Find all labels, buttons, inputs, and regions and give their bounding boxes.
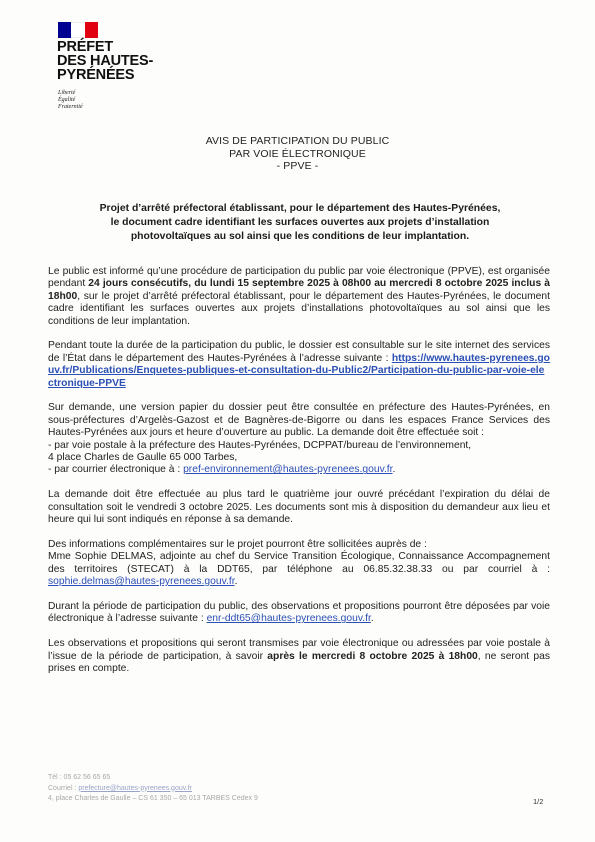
logo-title-line: DES HAUTES- — [57, 53, 154, 69]
footer-email-link[interactable]: prefecture@hautes-pyrenees.gouv.fr — [78, 784, 192, 792]
text: Durant la période de participation du public, des observations et propositions pourront être déposées par voie électronique à l’adresse suivante : — [48, 600, 550, 625]
text: , sur le projet d’arrêté préfectoral établissant, pour le département des Hautes-Pyrénées, le document cadre identifiant les surfaces ouvertes aux projets d’installations photovoltaïques au sol ainsi que les conditions de leur implantation. — [48, 290, 550, 327]
project-subject — [80, 202, 520, 244]
text: Pendant toute la durée de la participation du public, le dossier est consultable sur le site internet des services de l’État dans le département des Hautes-Pyrénées à l’adresse suivante : — [48, 340, 550, 364]
text: Sur demande, une version papier du dossier peut être consultée en préfecture des Hautes-Pyrénées, en sous-préfectures d’Argelès-Gazost et de Bagnères-de-Bigorre ou dans les espaces France Services des Hautes-Pyrénées aux jours et heure d’ouverture au public. La demande doit être effectuée soit : — [48, 402, 550, 439]
logo-title-line: PYRÉNÉES — [57, 67, 135, 83]
notice-body — [48, 266, 550, 688]
motto-line: Fraternité — [58, 104, 83, 110]
text: . — [370, 613, 374, 625]
text: . — [392, 464, 396, 476]
flag-white-band — [71, 22, 84, 38]
text: Le public est informé qu’une procédure de participation du public par voie électronique (PPVE), est organisée pendant — [48, 266, 550, 290]
notice-heading — [0, 135, 595, 173]
paragraph-contact — [48, 539, 550, 589]
footer-email-row — [48, 784, 258, 795]
motto-line: Égalité — [58, 97, 76, 103]
paragraph-paper-version — [48, 402, 550, 476]
subject-line: photovoltaïques au sol ainsi que les conditions de leur implantation. — [130, 231, 470, 242]
footer-email-label: Courriel : — [48, 784, 79, 792]
environment-email-link[interactable]: pref-environnement@hautes-pyrenees.gouv.fr — [183, 464, 393, 476]
paragraph-deadline: La demande doit être effectuée au plus tard le quatrième jour ouvré précédant l’expiration du délai de consultation soit le vendredi 3 octobre 2025. Les documents sont mis à disposition du demandeur aux lieu et heure qui lui sont indiqués en réponse à sa demande. — [48, 489, 550, 526]
consultation-period: 24 jours consécutifs, du lundi 15 septembre 2025 à 08h00 au mercredi 8 octobre 2025 inclus à 18h00 — [48, 278, 550, 302]
heading-line: PAR VOIE ÉLECTRONIQUE — [229, 147, 366, 160]
text: Des informations complémentaires sur le projet pourront être sollicitées auprès de : — [48, 538, 427, 550]
text: . — [234, 576, 238, 588]
flag-red-band — [85, 22, 98, 38]
heading-line: - PPVE - — [276, 160, 319, 172]
contact-email-link[interactable]: sophie.delmas@hautes-pyrenees.gouv.fr — [48, 576, 235, 588]
footer-phone: Tél : 05 62 56 65 65 — [48, 774, 111, 781]
paragraph-procedure — [48, 266, 550, 328]
logo-title-line: PRÉFET — [57, 39, 113, 55]
text: Mme Sophie DELMAS, adjointe au chef du Service Transition Écologique, Connaissance Accompagnement des territoires (STECAT) à la DDT65, par téléphone au 06.85.32.38.33 ou par courriel à : — [48, 551, 550, 575]
observations-email-link[interactable]: enr-ddt65@hautes-pyrenees.gouv.fr — [206, 613, 371, 625]
prefecture-logo-title — [57, 40, 153, 82]
dossier-url-link[interactable]: https://www.hautes-pyrenees.gouv.fr/Publications/Enquetes-publiques-et-consultation-du-Public2/Participation-du-public-par-voie-electronique-PPVE — [48, 352, 550, 389]
page-number: 1/2 — [533, 797, 544, 806]
subject-line: le document cadre identifiant les surfaces ouvertes aux projets d’installation — [110, 217, 490, 228]
republic-motto — [58, 90, 83, 111]
flag-blue-band — [58, 22, 71, 38]
text: 4 place Charles de Gaulle 65 000 Tarbes, — [48, 452, 238, 464]
subject-line: Projet d’arrêté préfectoral établissant, pour le département des Hautes-Pyrénées, — [99, 203, 501, 214]
paragraph-dossier — [48, 340, 550, 390]
paragraph-late-submissions — [48, 638, 550, 675]
page-footer — [48, 773, 258, 805]
text: , ne seront pas prises en compte. — [48, 650, 550, 674]
text: - par courrier électronique à : — [48, 464, 184, 476]
text: - par voie postale à la préfecture des Hautes-Pyrénées, DCPPAT/bureau de l’environnement, — [48, 439, 472, 451]
closing-date: après le mercredi 8 octobre 2025 à 18h00 — [267, 650, 478, 662]
marianne-flag-icon — [58, 22, 98, 38]
motto-line: Liberté — [58, 90, 76, 96]
paragraph-observations — [48, 601, 550, 626]
footer-address: 4, place Charles de Gaulle – CS 61 350 – 65 013 TARBES Cedex 9 — [48, 795, 258, 802]
text: Les observations et propositions qui seront transmises par voie électronique ou adressées par voie postale à l’issue de la période de participation, à savoir — [48, 638, 550, 662]
heading-line: AVIS DE PARTICIPATION DU PUBLIC — [205, 135, 390, 147]
